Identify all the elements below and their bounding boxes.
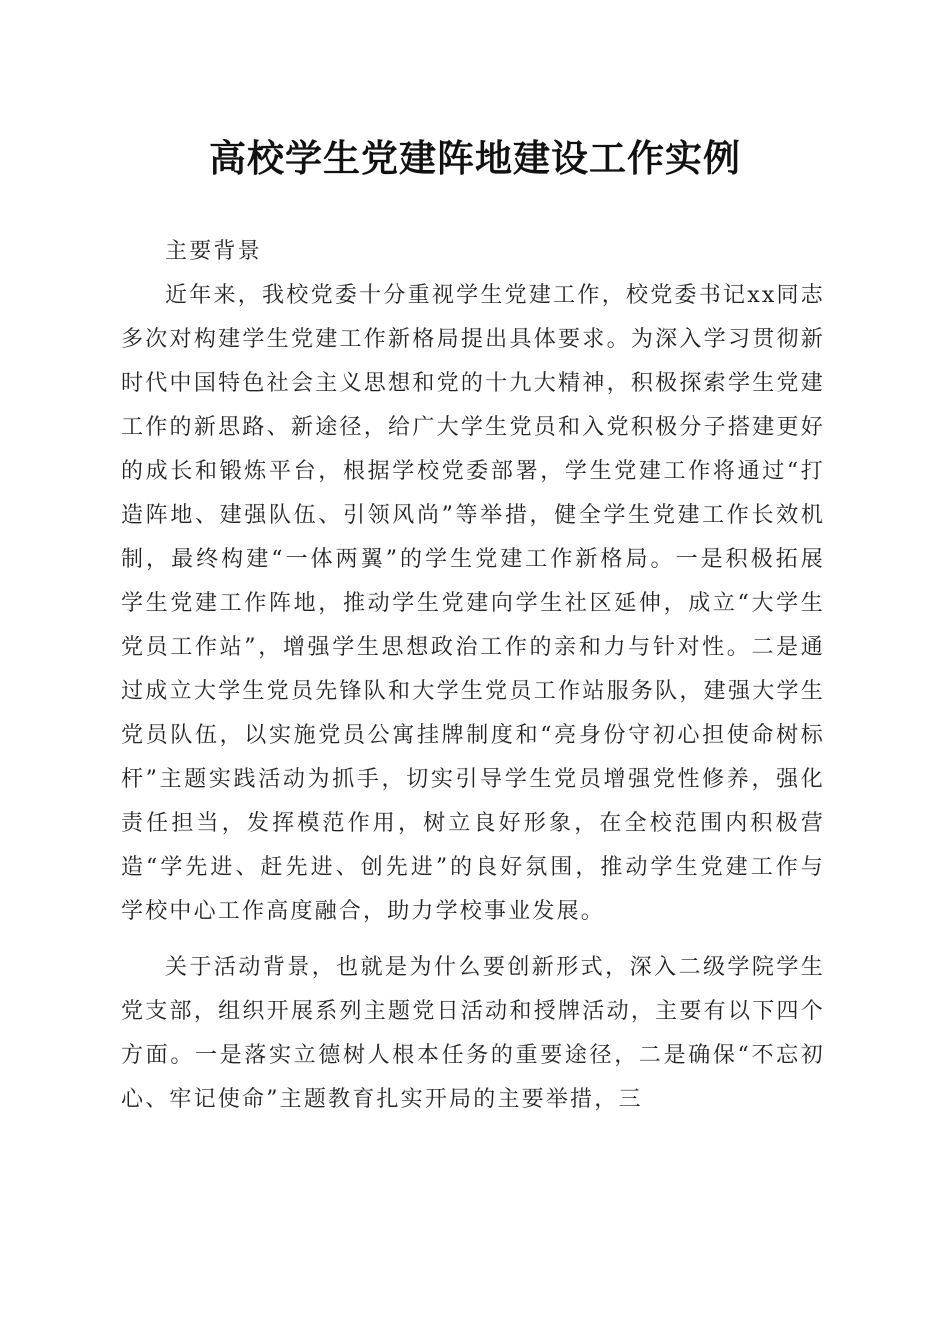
document-title: 高校学生党建阵地建设工作实例 [209, 136, 741, 180]
paragraph-background: 近年来，我校党委十分重视学生党建工作，校党委书记xx同志多次对构建学生党建工作新格局提出具体要求。为深入学习贯彻新时代中国特色社会主义思想和党的十九大精神，积极探索学生党建工作的新思路、新途径，给广大学生党员和入党积极分子搭建更好的成长和锻炼平台，根据学校党委部署，学生党建工作将通过“打造阵地、建强队伍、引领风尚”等举措，健全学生党建工作长效机制，最终构建“一体两翼”的学生党建工作新格局。一是积极拓展学生党建工作阵地，推动学生党建向学生社区延伸，成立“大学生党员工作站”，增强学生思想政治工作的亲和力与针对性。二是通过成立大学生党员先锋队和大学生党员工作站服务队，建强大学生党员队伍，以实施党员公寓挂牌制度和“亮身份守初心担使命树标杆”主题实践活动为抓手，切实引导学生党员增强党性修养，强化责任担当，发挥模范作用，树立良好形象，在全校范围内积极营造“学先进、赶先进、创先进”的良好氛围，推动学生党建工作与学校中心工作高度融合，助力学校事业发展。 [121, 283, 825, 924]
section-heading: 主要背景 [165, 239, 262, 264]
document-body [121, 230, 825, 1122]
paragraph-activity-background: 关于活动背景，也就是为什么要创新形式，深入二级学院学生党支部，组织开展系列主题党日活动和授牌活动，主要有以下四个方面。一是落实立德树人根本任务的重要途径，二是确保“不忘初心、牢记使命”主题教育扎实开局的主要举措，三 [121, 955, 825, 1112]
